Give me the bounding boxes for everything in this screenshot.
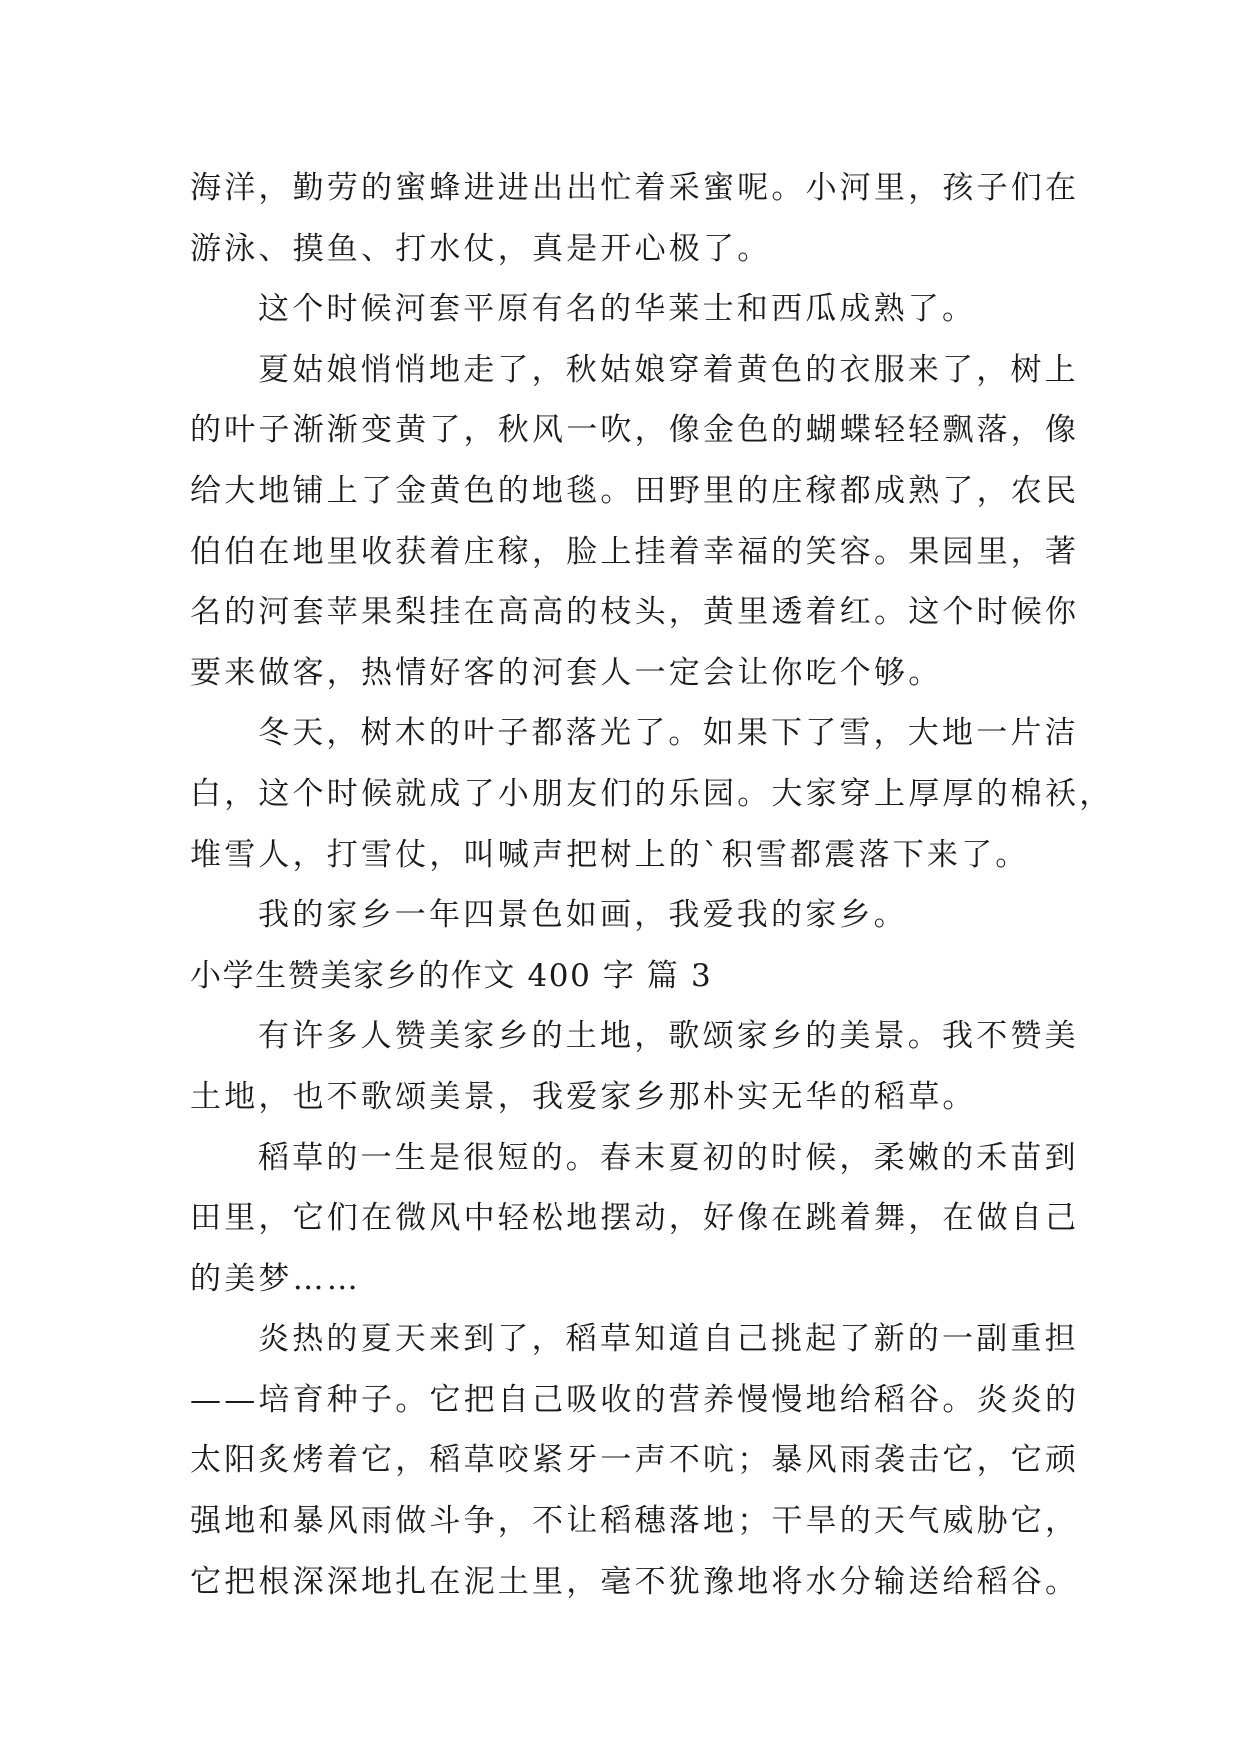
- text-line: 它把根深深地扎在泥土里，毫不犹豫地将水分输送给稻谷。: [190, 1563, 1080, 1600]
- text-line: 游泳、摸鱼、打水仗，真是开心极了。: [190, 230, 772, 267]
- text-line: 要来做客，热情好客的河套人一定会让你吃个够。: [190, 654, 943, 691]
- section-heading: [190, 946, 1070, 1007]
- text-line: 伯伯在地里收获着庄稼，脸上挂着幸福的笑容。果园里，著: [190, 533, 1080, 570]
- text-line: 给大地铺上了金黄色的地毯。田野里的庄稼都成熟了，农民: [190, 472, 1080, 509]
- text-line: 我的家乡一年四景色如画，我爱我的家乡。: [258, 897, 908, 934]
- text-line: 炎热的夏天来到了，稻草知道自己挑起了新的一副重担: [258, 1321, 1079, 1358]
- text-line: 这个时候河套平原有名的华莱士和西瓜成熟了。: [258, 291, 977, 328]
- text-line: 冬天，树木的叶子都落光了。如果下了雪，大地一片洁: [258, 715, 1079, 752]
- paragraph: [190, 885, 1070, 946]
- text-line: 白，这个时候就成了小朋友们的乐园。大家穿上厚厚的棉袄，: [190, 775, 1114, 812]
- paragraph: [190, 158, 1080, 279]
- paragraph: [190, 340, 1080, 704]
- text-line: 强地和暴风雨做斗争，不让稻穗落地；干旱的天气威胁它，: [190, 1503, 1080, 1540]
- text-line: 夏姑娘悄悄地走了，秋姑娘穿着黄色的衣服来了，树上: [258, 351, 1079, 388]
- text-line: 稻草的一生是很短的。春末夏初的时候，柔嫩的禾苗到: [258, 1139, 1079, 1176]
- paragraph: [190, 279, 1070, 340]
- text-line: 的叶子渐渐变黄了，秋风一吹，像金色的蝴蝶轻轻飘落，像: [190, 412, 1080, 449]
- text-line: 田里，它们在微风中轻松地摆动，好像在跳着舞，在做自己: [190, 1200, 1080, 1237]
- text-line: 有许多人赞美家乡的土地，歌颂家乡的美景。我不赞美: [258, 1018, 1079, 1055]
- paragraph: [190, 703, 1114, 885]
- paragraph: [190, 1006, 1079, 1127]
- text-line: 海洋，勤劳的蜜蜂进进出出忙着采蜜呢。小河里，孩子们在: [190, 170, 1080, 206]
- text-line: 太阳炙烤着它，稻草咬紧牙一声不吭；暴风雨袭击它，它顽: [190, 1442, 1080, 1479]
- paragraph: [190, 1309, 1080, 1612]
- heading-line: 小学生赞美家乡的作文 400 字 篇 3: [190, 957, 713, 994]
- text-line: ——培育种子。它把自己吸收的营养慢慢地给稻谷。炎炎的: [190, 1381, 1080, 1418]
- text-line: 名的河套苹果梨挂在高高的枝头，黄里透着红。这个时候你: [190, 594, 1080, 631]
- text-line: 土地，也不歌颂美景，我爱家乡那朴实无华的稻草。: [190, 1078, 977, 1115]
- document-body: [190, 158, 1114, 1612]
- text-line: 的美梦……: [190, 1260, 361, 1297]
- paragraph: [190, 1128, 1080, 1310]
- text-line: 堆雪人，打雪仗，叫喊声把树上的`积雪都震落下来了。: [190, 836, 1030, 873]
